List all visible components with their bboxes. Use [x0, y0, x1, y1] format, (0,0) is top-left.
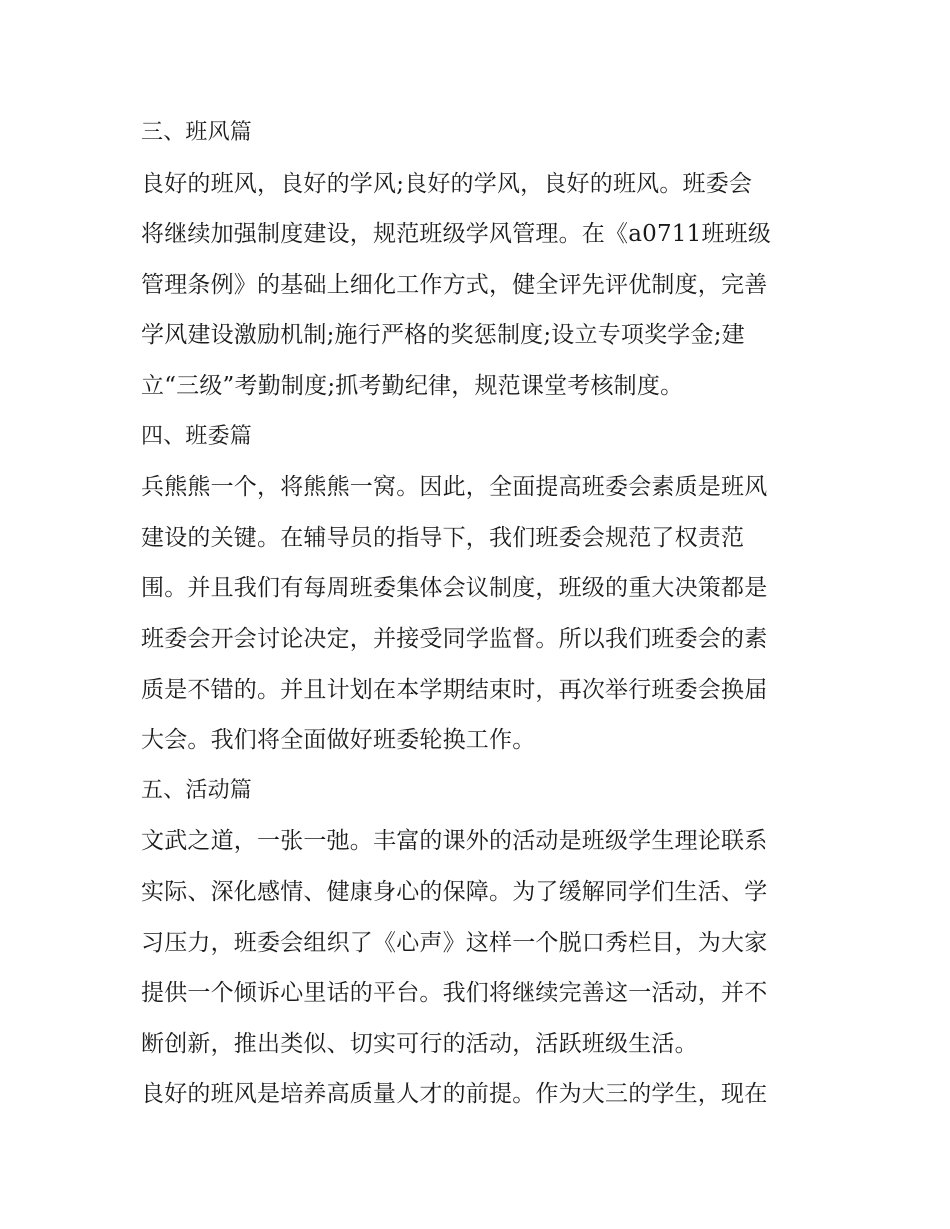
paragraph-line: 良好的班风，良好的学风;良好的学风，良好的班风。班委会 [141, 170, 753, 197]
paragraph-line: 大会。我们将全面做好班委轮换工作。 [141, 727, 536, 754]
document-body [141, 108, 821, 1120]
paragraph-line: 围。并且我们有每周班委集体会议制度，班级的重大决策都是 [141, 575, 768, 602]
paragraph-line: 建设的关键。在辅导员的指导下，我们班委会规范了权责范 [141, 524, 745, 551]
paragraph-line: 管理条例》的基础上细化工作方式，健全评先评优制度，完善 [141, 271, 768, 298]
paragraph-line: 兵熊熊一个，将熊熊一窝。因此，全面提高班委会素质是班风 [141, 474, 768, 501]
paragraph-line: 班委会开会讨论决定，并接受同学监督。所以我们班委会的素 [141, 625, 768, 652]
paragraph-line: 提供一个倾诉心里话的平台。我们将继续完善这一活动，并不 [141, 980, 768, 1007]
paragraph-line: 将继续加强制度建设，规范班级学风管理。在《a0711班班级 [141, 221, 772, 248]
paragraph-line: 习压力，班委会组织了《心声》这样一个脱口秀栏目，为大家 [141, 929, 768, 956]
section-heading-class-style: 三、班风篇 [141, 120, 253, 145]
paragraph-line: 质是不错的。并且计划在本学期结束时，再次举行班委会换届 [141, 676, 768, 703]
paragraph-line: 良好的班风是培养高质量人才的前提。作为大三的学生，现在 [141, 1081, 768, 1108]
section-heading-class-committee: 四、班委篇 [141, 423, 253, 449]
paragraph-line: 实际、深化感情、健康身心的保障。为了缓解同学们生活、学 [141, 878, 768, 905]
paragraph-line: 立“三级”考勤制度;抓考勤纪律，规范课堂考核制度。 [141, 372, 684, 399]
paragraph-line: 学风建设激励机制;施行严格的奖惩制度;设立专项奖学金;建 [141, 322, 745, 349]
paragraph-line: 断创新，推出类似、切实可行的活动，活跃班级生活。 [141, 1030, 698, 1057]
paragraph-line: 文武之道，一张一弛。丰富的课外的活动是班级学生理论联系 [141, 828, 768, 855]
section-heading-activities: 五、活动篇 [141, 777, 253, 803]
